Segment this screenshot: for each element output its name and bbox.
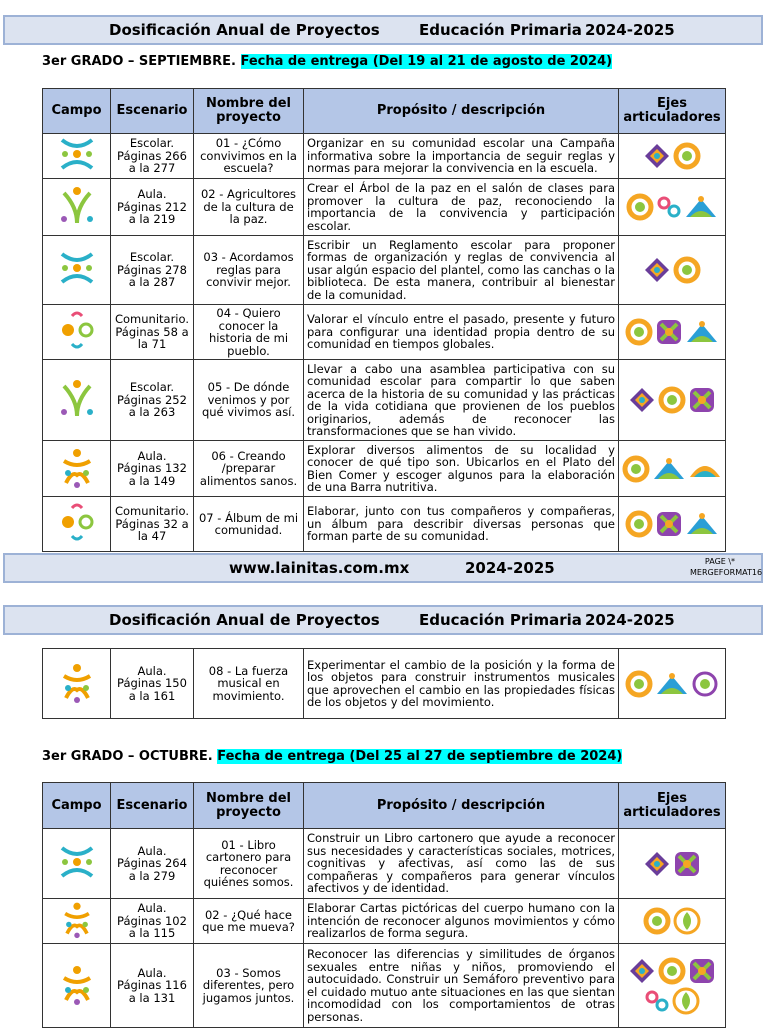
cell-nombre: 07 - Álbum de mi comunidad.: [194, 497, 304, 552]
cell-nombre: 03 - Somos diferentes, pero jugamos juntos.: [194, 944, 304, 1028]
table-row: [43, 944, 726, 1028]
cell-proposito: Elaborar Cartas pictóricas del cuerpo humano con la intención de reconocer algunos movimientos y cómo realizarlos de forma segura.: [304, 899, 619, 944]
col-nombre: Nombre del proyecto: [194, 89, 304, 134]
grade-line-septiembre: [42, 54, 612, 69]
eje-inclusion-icon: [658, 386, 686, 414]
eje-vida-saludable-icon: [685, 510, 719, 538]
cell-nombre: 02 - ¿Qué hace que me mueva?: [194, 899, 304, 944]
grade-label: 3er GRADO – SEPTIEMBRE.: [42, 54, 236, 69]
cell-proposito: Llevar a cabo una asamblea participativa con su comunidad escolar para compartir lo que saben acerca de la historia de su comunidad y las prácticas de la vida cotidiana que provienen de los pueblos originarios, además de reconocer las transformaciones que se han vivido.: [304, 360, 619, 441]
campo-lenguajes-icon: [54, 899, 100, 939]
cell-nombre: 02 - Agricultores de la cultura de la paz.: [194, 179, 304, 236]
table-row: [43, 899, 726, 944]
table-row: [43, 236, 726, 305]
eje-interculturalidad-icon: [628, 957, 656, 985]
eje-interculturalidad-icon: [643, 256, 671, 284]
cell-proposito: Crear el Árbol de la paz en el salón de clases para promover la cultura de paz, reconociendo la importancia de la convivencia y participación escolar.: [304, 179, 619, 236]
eje-artes-icon: [691, 670, 719, 698]
page-number-field: PAGE \* MERGEFORMAT16: [690, 557, 763, 577]
eje-igualdad-icon: [644, 987, 670, 1015]
eje-inclusion-icon: [626, 193, 654, 221]
eje-interculturalidad-icon: [628, 386, 656, 414]
cell-escenario: Aula. Páginas 116 a la 131: [111, 944, 194, 1028]
eje-inclusion-icon: [673, 256, 701, 284]
campo-humano-icon: [54, 500, 100, 544]
cell-escenario: Aula. Páginas 264 a la 279: [111, 829, 194, 899]
col-campo: Campo: [43, 89, 111, 134]
grade-label: 3er GRADO – OCTUBRE.: [42, 749, 213, 764]
projects-table-octubre: [42, 782, 726, 1028]
cell-escenario: Aula. Páginas 132 a la 149: [111, 441, 194, 497]
campo-humano-icon: [54, 308, 100, 352]
campo-etica-icon: [54, 134, 100, 174]
header-year: 2024-2025: [585, 611, 675, 629]
col-escenario: Escenario: [111, 89, 194, 134]
cell-escenario: Aula. Páginas 212 a la 219: [111, 179, 194, 236]
campo-etica-icon: [54, 248, 100, 288]
eje-inclusion-icon: [625, 318, 653, 346]
cell-nombre: 01 - Libro cartonero para reconocer quiénes somos.: [194, 829, 304, 899]
eje-vida-saludable-icon: [672, 987, 700, 1015]
cell-escenario: Escolar. Páginas 266 a la 277: [111, 134, 194, 179]
eje-vida-saludable-icon: [673, 907, 701, 935]
header-title: Dosificación Anual de Proyectos: [109, 21, 380, 39]
projects-table-septiembre: [42, 88, 726, 552]
delivery-date: Fecha de entrega (Del 19 al 21 de agosto de 2024): [240, 54, 613, 69]
cell-escenario: Comunitario. Páginas 58 a la 71: [111, 305, 194, 360]
eje-pensamiento-critico-icon: [655, 318, 683, 346]
header-title: Dosificación Anual de Proyectos: [109, 611, 380, 629]
cell-escenario: Comunitario. Páginas 32 a la 47: [111, 497, 194, 552]
footer-year: 2024-2025: [465, 559, 555, 577]
delivery-date: Fecha de entrega (Del 25 al 27 de septiembre de 2024): [217, 749, 623, 764]
header-banner: [3, 15, 763, 45]
cell-proposito: Elaborar, junto con tus compañeros y compañeras, un álbum para describir diversas personas que forman parte de su comunidad.: [304, 497, 619, 552]
cell-proposito: Experimentar el cambio de la posición y la forma de los objetos para construir instrumentos musicales que aprovechen el cambio en las propiedades físicas de los objetos y del movimiento.: [304, 649, 619, 719]
cell-nombre: 08 - La fuerza musical en movimiento.: [194, 649, 304, 719]
cell-nombre: 01 - ¿Cómo convivimos en la escuela?: [194, 134, 304, 179]
eje-inclusion-icon: [673, 142, 701, 170]
projects-table-septiembre-cont: [42, 648, 726, 719]
table-row: [43, 305, 726, 360]
cell-escenario: Escolar. Páginas 252 a la 263: [111, 360, 194, 441]
header-banner-2: [3, 605, 763, 635]
col-ejes: Ejes articuladores: [619, 89, 726, 134]
table-row: [43, 360, 726, 441]
eje-interculturalidad-icon: [643, 850, 671, 878]
eje-inclusion-icon: [622, 455, 650, 483]
eje-vida-saludable-icon: [685, 318, 719, 346]
cell-proposito: Escribir un Reglamento escolar para proponer formas de organización y reglas de convivencia al usar algún espacio del plantel, como las canchas o la biblioteca. De esta manera, contribuir al bienestar de la comunidad.: [304, 236, 619, 305]
eje-inclusion-icon: [658, 957, 686, 985]
eje-vida-saludable-icon: [684, 193, 718, 221]
campo-lenguajes-icon: [54, 660, 100, 704]
campo-lenguajes-icon: [54, 445, 100, 489]
cell-proposito: Valorar el vínculo entre el pasado, presente y futuro para configurar una identidad propia dentro de su comunidad en tiempos globales.: [304, 305, 619, 360]
col-proposito: Propósito / descripción: [304, 89, 619, 134]
eje-pensamiento-critico-icon: [688, 957, 716, 985]
grade-line-octubre: [42, 749, 622, 764]
cell-proposito: Construir un Libro cartonero que ayude a reconocer sus necesidades y características sociales, motrices, cognitivas y afectivas, así como las de sus compañeras y compañeros para generar vínculos afectivos y de identidad.: [304, 829, 619, 899]
cell-nombre: 04 - Quiero conocer la historia de mi pueblo.: [194, 305, 304, 360]
cell-proposito: Organizar en su comunidad escolar una Campaña informativa sobre la importancia de seguir reglas y normas para mejorar la convivencia en la escuela.: [304, 134, 619, 179]
eje-vida-saludable-icon: [655, 670, 689, 698]
table-row: [43, 441, 726, 497]
campo-saberes-icon: [54, 376, 100, 420]
table-row: [43, 649, 726, 719]
eje-vida-saludable-icon: [652, 455, 686, 483]
cell-nombre: 06 - Creando /preparar alimentos sanos.: [194, 441, 304, 497]
cell-escenario: Aula. Páginas 102 a la 115: [111, 899, 194, 944]
campo-etica-icon: [54, 842, 100, 882]
eje-pensamiento-critico-icon: [673, 850, 701, 878]
table-row: [43, 829, 726, 899]
eje-inclusion-icon: [643, 907, 671, 935]
footer-banner: [3, 553, 763, 583]
cell-nombre: 03 - Acordamos reglas para convivir mejor.: [194, 236, 304, 305]
eje-pensamiento-critico-icon: [688, 386, 716, 414]
eje-pensamiento-critico-icon: [655, 510, 683, 538]
col-escenario: Escenario: [111, 783, 194, 829]
campo-saberes-icon: [54, 183, 100, 227]
col-campo: Campo: [43, 783, 111, 829]
eje-inclusion-icon: [625, 510, 653, 538]
cell-proposito: Explorar diversos alimentos de su localidad y conocer de qué tipo son. Ubicarlos en el Plato del Bien Comer y escoger algunos para la elaboración de una Barra nutritiva.: [304, 441, 619, 497]
header-level: Educación Primaria: [419, 21, 582, 39]
table-row: [43, 497, 726, 552]
footer-site[interactable]: www.lainitas.com.mx: [229, 559, 410, 577]
cell-proposito: Reconocer las diferencias y similitudes de órganos sexuales entre niñas y niños, promoviendo el autocuidado. Construir un Semáforo preventivo para el cuidado mutuo ante situaciones en las que sientan incomodidad con los comportamientos de otras personas.: [304, 944, 619, 1028]
col-proposito: Propósito / descripción: [304, 783, 619, 829]
cell-nombre: 05 - De dónde venimos y por qué vivimos así.: [194, 360, 304, 441]
col-ejes: Ejes articuladores: [619, 783, 726, 829]
table-row: [43, 134, 726, 179]
eje-interculturalidad-icon: [643, 142, 671, 170]
eje-vida-saludable-icon: [688, 455, 722, 483]
campo-lenguajes-icon: [54, 962, 100, 1006]
cell-escenario: Aula. Páginas 150 a la 161: [111, 649, 194, 719]
cell-escenario: Escolar. Páginas 278 a la 287: [111, 236, 194, 305]
table-row: [43, 179, 726, 236]
eje-inclusion-icon: [625, 670, 653, 698]
header-level: Educación Primaria: [419, 611, 582, 629]
eje-igualdad-icon: [656, 193, 682, 221]
col-nombre: Nombre del proyecto: [194, 783, 304, 829]
header-year: 2024-2025: [585, 21, 675, 39]
